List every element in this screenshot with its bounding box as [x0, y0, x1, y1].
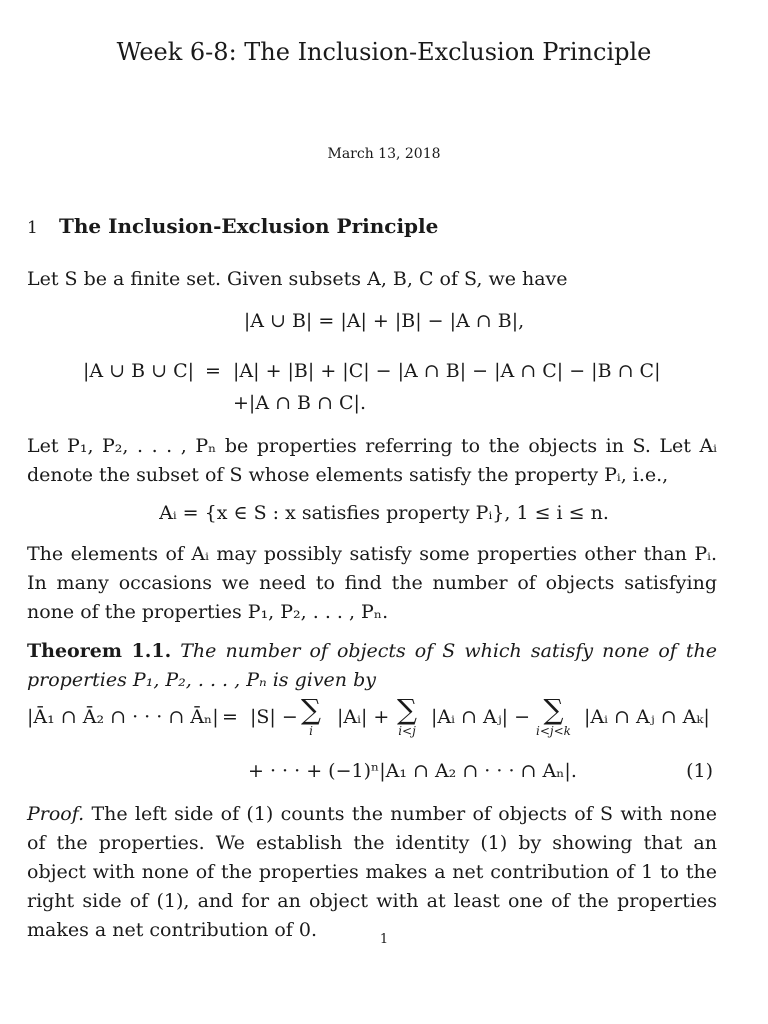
theorem-term-ai: |Aᵢ| + [337, 706, 390, 728]
theorem-term-s: |S| − [250, 706, 298, 728]
sum-index: i<j<k [536, 724, 571, 738]
document-date: March 13, 2018 [327, 146, 441, 162]
sigma-symbol: ∑ [397, 693, 417, 726]
equation-union-three-rhs-line2: +|A ∩ B ∩ C|. [233, 392, 366, 414]
section-heading [27, 214, 438, 238]
equation-number: (1) [686, 760, 713, 782]
proof-block [27, 800, 717, 945]
proof-label: Proof. [27, 803, 85, 825]
theorem-statement: The number of objects of S which satisfy none of the properties P₁, P₂, . . . , Pₙ is given by [27, 640, 717, 691]
sum-over-i-j-k [536, 693, 571, 738]
equation-union-three-equals: = [205, 360, 221, 382]
equation-union-three-lhs: |A ∪ B ∪ C| [83, 360, 195, 382]
proof-text: The left side of (1) counts the number of objects of S with none of the properties. We establish the identity (1) by showing that an object with none of the properties makes a net contribution of 1 to the right side of (1), and for an object with at least one of the properties makes a net contribution of 0. [27, 803, 718, 941]
sigma-symbol: ∑ [301, 693, 321, 726]
sum-index: i [309, 724, 313, 738]
equation-union-two: |A ∪ B| = |A| + |B| − |A ∩ B|, [243, 310, 525, 332]
document-title: Week 6-8: The Inclusion-Exclusion Principle [116, 38, 652, 66]
theorem-term-ai-aj-ak: |Aᵢ ∩ Aⱼ ∩ Aₖ| [584, 706, 710, 728]
paragraph-elements: The elements of Aᵢ may possibly satisfy some properties other than Pᵢ. In many occasions we need to find the number of objects satisfying none of the properties P₁, P₂, . . . , Pₙ. [27, 543, 717, 623]
theorem-label: Theorem 1.1. [27, 640, 172, 662]
theorem-equation-equals: = [222, 706, 238, 728]
theorem-equation-lhs: |Ā₁ ∩ Ā₂ ∩ · · · ∩ Āₙ| [27, 706, 219, 728]
theorem-term-ai-aj: |Aᵢ ∩ Aⱼ| − [431, 706, 531, 728]
sum-index: i<j [398, 724, 416, 738]
page-number: 1 [379, 932, 389, 947]
theorem-equation-line2: + · · · + (−1)ⁿ|A₁ ∩ A₂ ∩ · · · ∩ Aₙ|. [248, 760, 577, 782]
sum-over-i-j [397, 693, 417, 738]
sigma-symbol: ∑ [543, 693, 564, 726]
theorem-block [27, 637, 717, 695]
paragraph-properties: Let P₁, P₂, . . . , Pₙ be properties referring to the objects in S. Let Aᵢ denote the subset of S whose elements satisfy the property Pᵢ, i.e., [27, 435, 717, 486]
section-title: The Inclusion-Exclusion Principle [59, 214, 439, 238]
section-number: 1 [27, 218, 38, 238]
sum-over-i [301, 693, 321, 738]
equation-union-three-rhs-line1: |A| + |B| + |C| − |A ∩ B| − |A ∩ C| − |B ∩ C| [233, 360, 661, 382]
paragraph-intro: Let S be a finite set. Given subsets A, B, C of S, we have [27, 268, 568, 290]
equation-set-definition: Aᵢ = {x ∈ S : x satisfies property Pᵢ}, 1 ≤ i ≤ n. [159, 502, 609, 524]
